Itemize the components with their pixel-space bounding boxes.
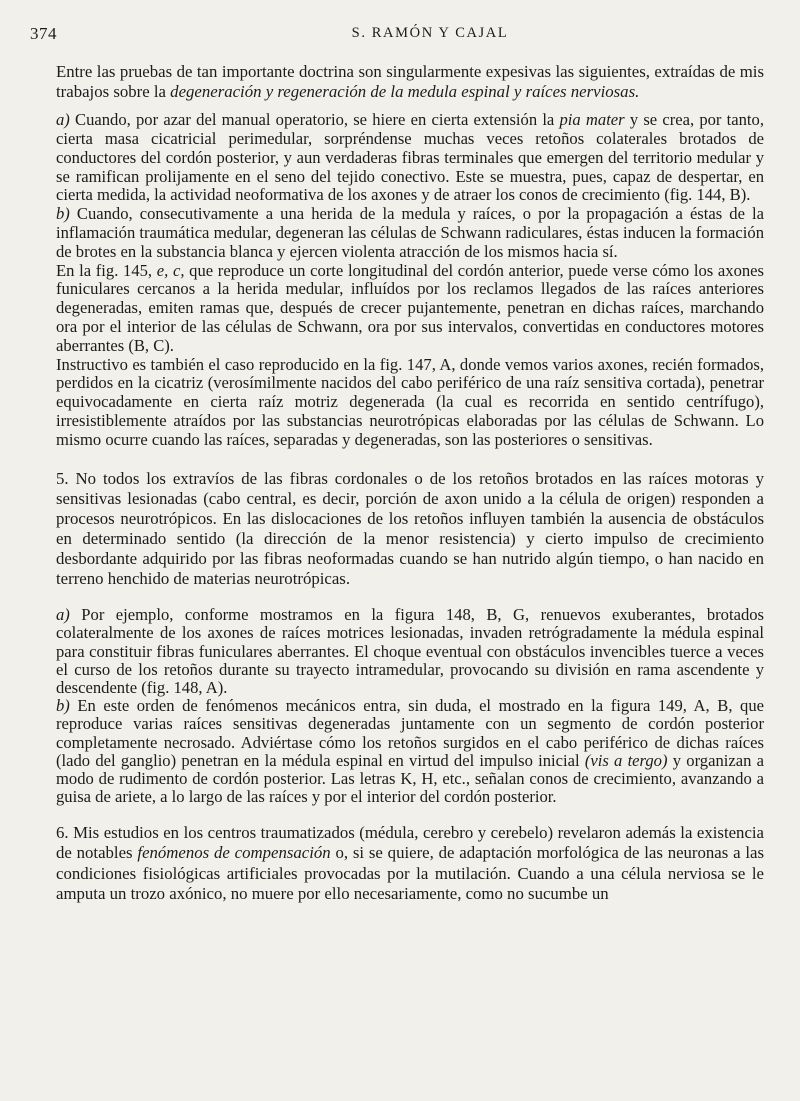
section-5 bbox=[56, 469, 764, 590]
paragraph-a-text: Cuando, por azar del manual operatorio, se hiere en cierta extensión la bbox=[69, 110, 560, 130]
paragraph-fig145-text: En la fig. 145, bbox=[56, 260, 157, 280]
paragraph-fig145-text-end: que reproduce un corte longitudinal del cordón anterior, puede verse cómo los axones funiculares cercanos a la herida medular, influídos por los reclamos llegados de las raíces anteriores degeneradas, emiten ramas que, después de crecer pujantemente, penetran en dichas raíces, marchando ora por el interior de las células de Schwann, ora por sus intervalos, convertidas en conductores motores aberrantes (B, C). bbox=[56, 260, 764, 355]
section-6-text-end: o, si se quiere, de adaptación morfológica de las neuronas a las condiciones fisiológicas artificiales provocadas por la mutilación. Cuando a una célula nerviosa se le amputa un trozo axónico, no muere por ello necesariamente, como no sucumbe un bbox=[56, 843, 765, 903]
paragraph-b-label: b) bbox=[56, 204, 70, 224]
intro-italic-title: degeneración y regeneración de la medula espinal y raíces nerviosas. bbox=[170, 82, 640, 102]
paragraph-a-italic: pia mater bbox=[559, 110, 625, 130]
section-6-italic: fenómenos de compensación bbox=[137, 843, 331, 863]
paragraph-a-text-end: y se crea, por tanto, cierta masa cicatricial perimedular, sorpréndense muchas veces retoños colaterales brotados de conductores del cordón posterior, y aun verdaderas fibras terminales que emergen del territorio medular y se ramifican prolijamente en el seno del tejido conectivo. Este se muestra, pues, capaz de despertar, en cierta medida, la actividad neoformativa de los axones y de atraer los conos de crecimiento (fig. 144, B). bbox=[56, 110, 764, 205]
page-number: 374 bbox=[30, 24, 57, 43]
paragraph-intro bbox=[56, 62, 764, 102]
section-5-a-text: Por ejemplo, conforme mostramos en la figura 148, B, G, renuevos exuberantes, brotados colateralmente de los axones de raíces motrices lesionadas, invaden retrógradamente la médula espinal para constituir fibras funiculares aberrantes. El choque eventual con obstáculos invencibles tuerce a veces el curso de los retoños durante su trayecto intramedular, provocando su división en rama ascendente y descendente (fig. 148, A). bbox=[56, 605, 764, 697]
section-6 bbox=[56, 823, 764, 903]
section-5-a bbox=[56, 606, 764, 697]
intro-text: Entre las pruebas de tan importante doctrina son singularmente expesivas las siguientes, extraídas de mis trabajos sobre la bbox=[56, 62, 764, 102]
paragraph-fig147 bbox=[56, 356, 764, 450]
paragraph-fig145 bbox=[56, 262, 764, 356]
section-5-b-text: En este orden de fenómenos mecánicos entra, sin duda, el mostrado en la figura 149, A, B, que reproduce varias raíces sensitivas degeneradas juntamente con un segmento de cordón posterior completamente necrosado. Adviértase cómo los retoños surgidos en el cabo periférico de dichas raíces (lado del ganglio) penetran en la médula espinal en virtud del impulso inicial bbox=[56, 696, 764, 770]
page-header bbox=[30, 20, 764, 54]
paragraph-b-text: Cuando, consecutivamente a una herida de la medula y raíces, o por la propagación a éstas de la inflamación traumática medular, degeneran las células de Schwann radiculares, éstas inducen la formación de brotes en la substancia blanca y ejercen violenta atracción de los mismos hacia sí. bbox=[56, 204, 764, 261]
paragraph-a bbox=[56, 111, 764, 205]
section-5-a-label: a) bbox=[56, 605, 70, 625]
paragraph-fig145-italic: e, c, bbox=[156, 260, 185, 280]
section-6-text: 6. Mis estudios en los centros traumatizados (médula, cerebro y cerebelo) revelaron además la existencia de notables bbox=[56, 823, 764, 863]
section-5-b-label: b) bbox=[56, 696, 70, 716]
paragraph-b bbox=[56, 205, 764, 261]
paragraph-a-label: a) bbox=[56, 110, 70, 130]
section-5-b bbox=[56, 697, 764, 806]
running-head: S. RAMÓN Y CAJAL bbox=[351, 25, 509, 41]
section-5-b-italic: (vis a tergo) bbox=[584, 750, 668, 770]
section-5-b-text-end: y organizan a modo de rudimento de cordón posterior. Las letras K, H, etc., señalan conos de crecimiento, avanzando a guisa de ariete, a lo largo de las raíces y por el interior del cordón posterior. bbox=[56, 750, 764, 807]
paragraph-fig147-text: Instructivo es también el caso reproducido en la fig. 147, A, donde vemos varios axones, recién formados, perdidos en la cicatriz (verosímilmente nacidos del cabo periférico de una raíz sensitiva cortada), penetrar equivocadamente en cierta raíz motriz degenerada (la cual es recorrida en sentido centrífugo), irresistiblemente atraídos por las substancias neurotrópicas elaboradas por las células de Schwann. Lo mismo ocurre cuando las raíces, separadas y degeneradas, son las posteriores o sensitivas. bbox=[56, 354, 764, 449]
section-5-text: 5. No todos los extravíos de las fibras cordonales o de los retoños brotados en las raíces motoras y sensitivas lesionadas (cabo central, es decir, porción de axon unido a la célula de origen) responden a procesos neurotrópicos. En las dislocaciones de los retoños influyen también la ausencia de obstáculos en determinado sentido (la dirección de la menor resistencia) y cierto impulso de crecimiento desbordante adquirido por las fibras neoformadas cuando se han nutrido algún tiempo, o han nacido en terreno henchido de materias neurotrópicas. bbox=[56, 468, 764, 588]
page-body bbox=[56, 62, 764, 904]
